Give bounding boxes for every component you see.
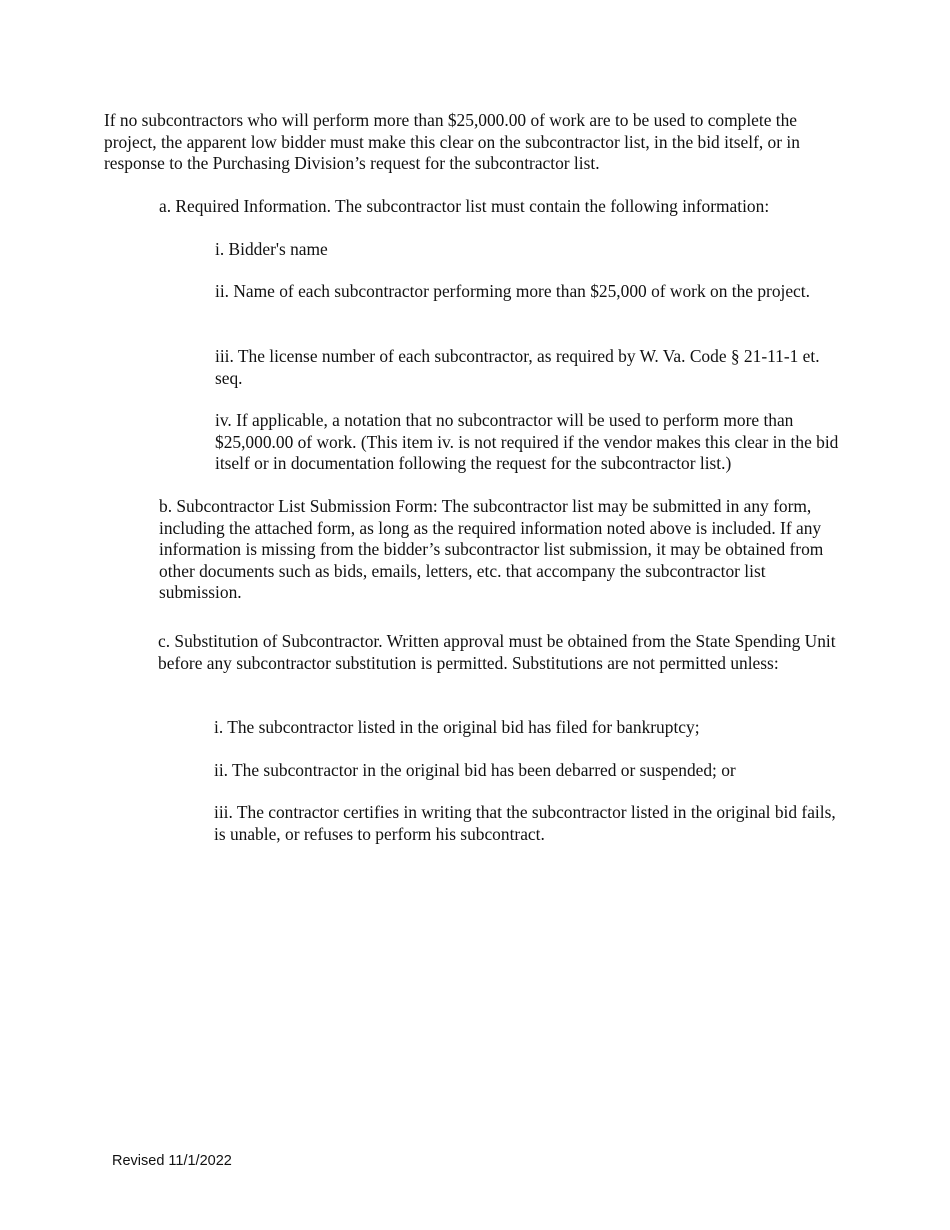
section-c-item-iii: iii. The contractor certifies in writing that the subcontractor listed in the original bid fails, is unable, or refuses to perform his subcontract. xyxy=(214,802,836,844)
section-a-heading: a. Required Information. The subcontractor list must contain the following information: xyxy=(159,196,770,216)
revision-footer: Revised 11/1/2022 xyxy=(112,1153,232,1169)
intro-paragraph: If no subcontractors who will perform more than $25,000.00 of work are to be used to complete the project, the apparent low bidder must make this clear on the subcontractor list, in the bid itself, or in response to the Purchasing Division’s request for the subcontractor list. xyxy=(104,110,800,173)
section-a-item-iv: iv. If applicable, a notation that no subcontractor will be used to perform more than $25,000.00 of work. (This item iv. is not required if the vendor makes this clear in the bid itself or in documentation following the request for the subcontractor list.) xyxy=(215,410,839,473)
section-c-item-i: i. The subcontractor listed in the original bid has filed for bankruptcy; xyxy=(214,717,700,737)
section-a-item-iii: iii. The license number of each subcontractor, as required by W. Va. Code § 21-11-1 et. seq. xyxy=(215,346,820,388)
section-a-item-ii: ii. Name of each subcontractor performing more than $25,000 of work on the project. xyxy=(215,281,810,301)
section-a-item-i: i. Bidder's name xyxy=(215,239,328,259)
section-c-item-ii: ii. The subcontractor in the original bid has been debarred or suspended; or xyxy=(214,760,736,780)
section-c-heading: c. Substitution of Subcontractor. Written approval must be obtained from the State Spending Unit before any subcontractor substitution is permitted. Substitutions are not permitted unless: xyxy=(158,631,836,673)
section-b-paragraph: b. Subcontractor List Submission Form: The subcontractor list may be submitted in any form, including the attached form, as long as the required information noted above is included. If any information is missing from the bidder’s subcontractor list submission, it may be obtained from other documents such as bids, emails, letters, etc. that accompany the subcontractor list submission. xyxy=(159,496,824,602)
